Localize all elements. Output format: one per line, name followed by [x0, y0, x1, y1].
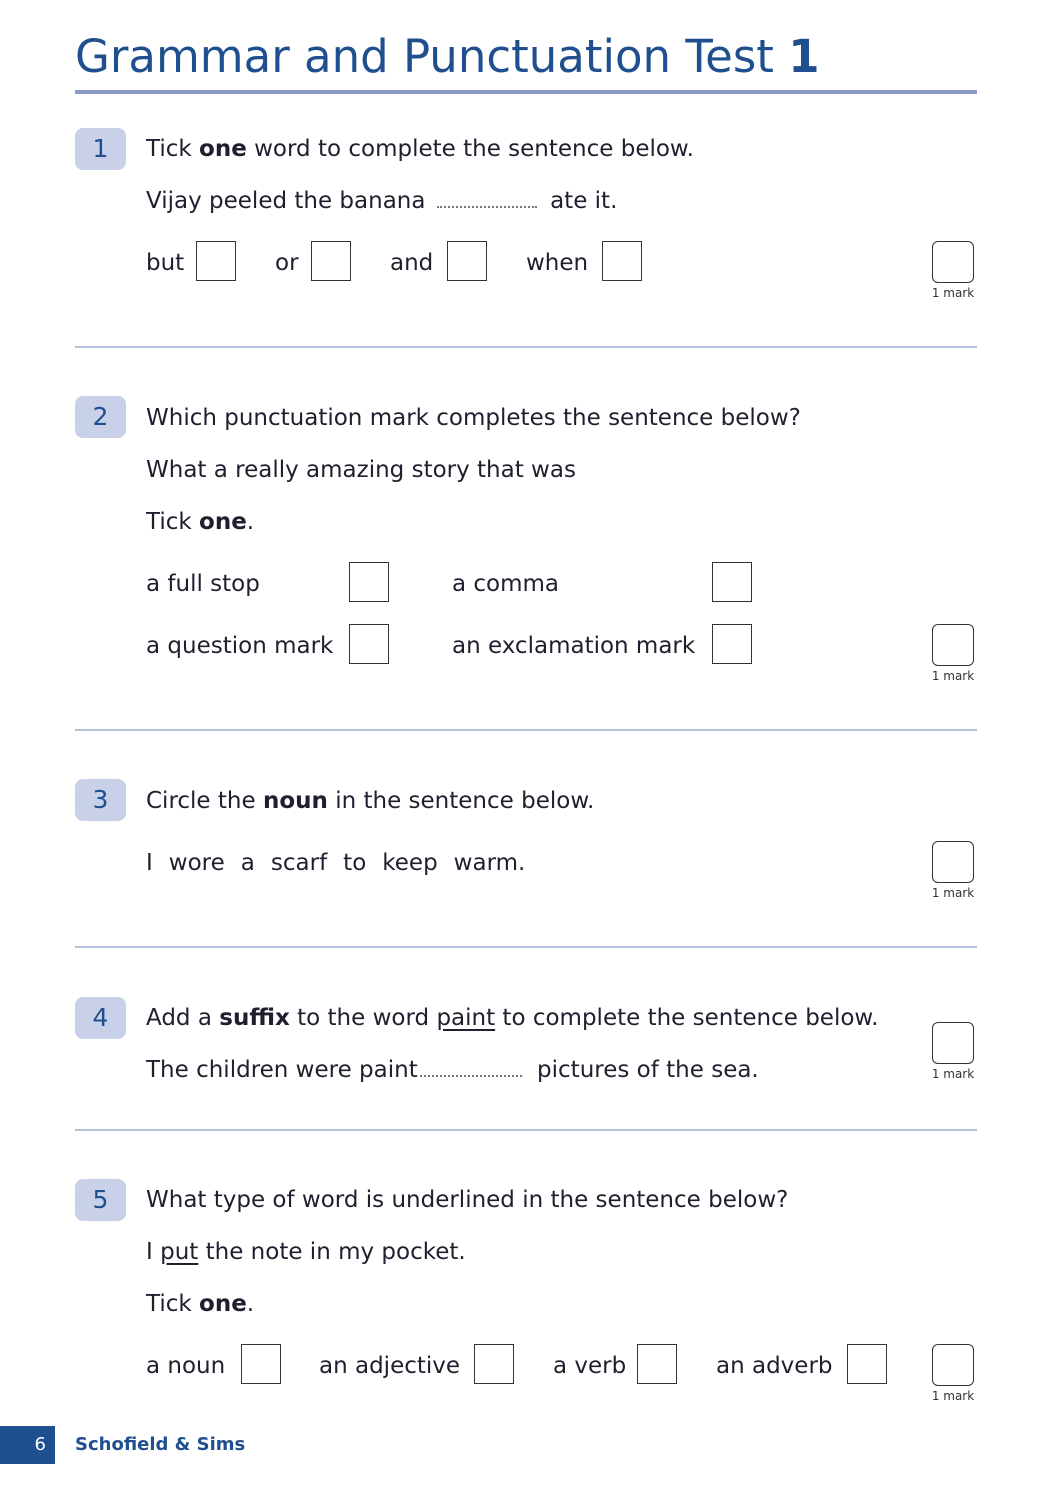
question-number-3: 3: [75, 779, 126, 821]
q4-sentence: The children were paint pictures of the sea.: [146, 1057, 759, 1083]
publisher-name: Schofield & Sims: [75, 1434, 246, 1455]
q2-checkbox-question-mark[interactable]: [349, 624, 389, 664]
q3-word[interactable]: keep: [382, 850, 438, 876]
q1-checkbox-or[interactable]: [311, 241, 351, 281]
q5-instruction: Tick one.: [146, 1291, 255, 1317]
title-rule: [75, 90, 977, 94]
q5-prompt: What type of word is underlined in the sentence below?: [146, 1187, 789, 1213]
q2-mark-label: 1 mark: [931, 669, 975, 683]
q5-option-label: an adverb: [716, 1353, 833, 1379]
q4-prompt: Add a suffix to the word paint to complete the sentence below.: [146, 1005, 879, 1031]
q1-option-label: or: [275, 250, 299, 276]
answer-blank-line[interactable]: [420, 1074, 522, 1077]
q2-mark-box[interactable]: [932, 624, 974, 666]
q3-mark-label: 1 mark: [931, 886, 975, 900]
q3-word[interactable]: to: [343, 850, 367, 876]
q5-sentence: I put the note in my pocket.: [146, 1239, 466, 1265]
q1-option-label: and: [390, 250, 434, 276]
section-divider: [75, 1129, 977, 1131]
question-number-4: 4: [75, 997, 126, 1039]
q1-option-label: but: [146, 250, 185, 276]
question-number-1: 1: [75, 128, 126, 170]
q2-instruction: Tick one.: [146, 509, 255, 535]
q3-word[interactable]: wore: [168, 850, 225, 876]
question-number-2: 2: [75, 396, 126, 438]
q5-option-label: an adjective: [319, 1353, 461, 1379]
q1-checkbox-and[interactable]: [447, 241, 487, 281]
q2-option-label: an exclamation mark: [452, 633, 696, 659]
q3-word[interactable]: warm.: [453, 850, 526, 876]
q1-prompt: Tick one word to complete the sentence below.: [146, 136, 694, 162]
q3-mark-box[interactable]: [932, 841, 974, 883]
q2-option-label: a comma: [452, 571, 560, 597]
answer-blank-line: [437, 205, 537, 208]
q5-option-label: a verb: [553, 1353, 627, 1379]
q5-checkbox-noun[interactable]: [241, 1344, 281, 1384]
q2-checkbox-comma[interactable]: [712, 562, 752, 602]
section-divider: [75, 729, 977, 731]
q5-mark-box[interactable]: [932, 1344, 974, 1386]
q1-mark-box[interactable]: [932, 241, 974, 283]
question-number-5: 5: [75, 1179, 126, 1221]
q3-prompt: Circle the noun in the sentence below.: [146, 788, 595, 814]
q2-option-label: a question mark: [146, 633, 334, 659]
q5-checkbox-adverb[interactable]: [847, 1344, 887, 1384]
q1-sentence: Vijay peeled the banana ate it.: [146, 188, 618, 214]
q3-word[interactable]: a: [240, 850, 255, 876]
q5-checkbox-adjective[interactable]: [474, 1344, 514, 1384]
q3-word[interactable]: I: [146, 850, 153, 876]
q1-option-label: when: [526, 250, 589, 276]
page-title: Grammar and Punctuation Test 1: [75, 30, 820, 83]
q5-checkbox-verb[interactable]: [637, 1344, 677, 1384]
q2-checkbox-exclamation-mark[interactable]: [712, 624, 752, 664]
page-number: 6: [0, 1426, 55, 1464]
q1-checkbox-but[interactable]: [196, 241, 236, 281]
q2-checkbox-full-stop[interactable]: [349, 562, 389, 602]
q4-mark-box[interactable]: [932, 1022, 974, 1064]
q5-option-label: a noun: [146, 1353, 226, 1379]
q2-prompt: Which punctuation mark completes the sentence below?: [146, 405, 801, 431]
q1-checkbox-when[interactable]: [602, 241, 642, 281]
section-divider: [75, 946, 977, 948]
q1-mark-label: 1 mark: [931, 286, 975, 300]
q3-word[interactable]: scarf: [270, 850, 328, 876]
q5-mark-label: 1 mark: [931, 1389, 975, 1403]
q3-sentence: [146, 848, 541, 878]
q2-option-label: a full stop: [146, 571, 260, 597]
section-divider: [75, 346, 977, 348]
q2-sentence: What a really amazing story that was: [146, 457, 576, 483]
q4-mark-label: 1 mark: [931, 1067, 975, 1081]
